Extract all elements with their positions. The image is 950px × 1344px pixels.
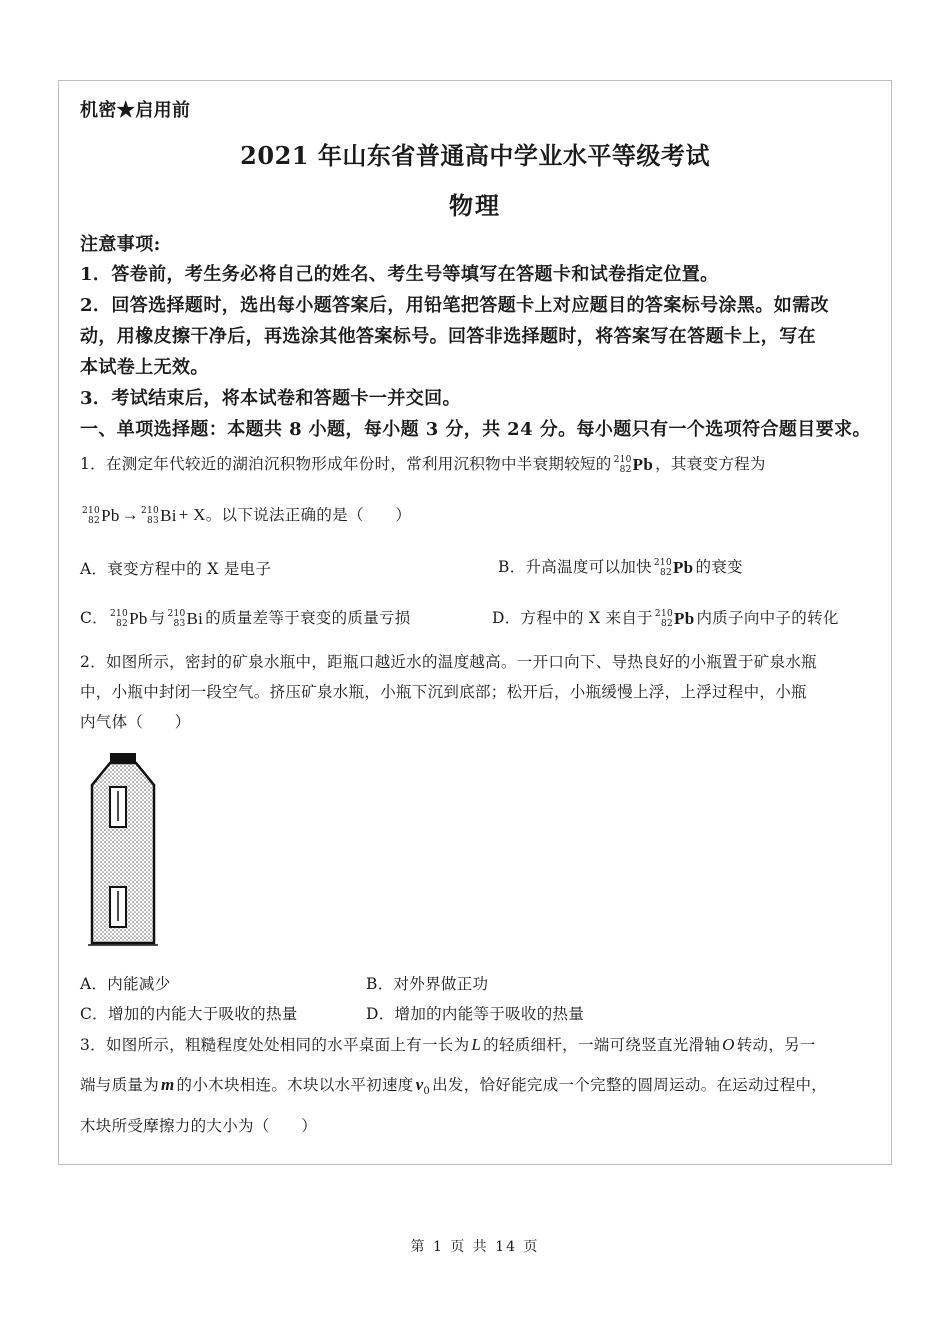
nuclide-bi: 210 83 Bi [167, 609, 204, 629]
decay-arrow: → [121, 505, 139, 524]
q3-line-2: 端与质量为 m 的小木块相连。木块以水平初速度 $v_0$ 出发，恰好能完成一个完整的圆周运动。在运动过程中， [80, 1075, 828, 1098]
q1-option-c: C． 210 82 Pb 与 210 83 Bi 的质量差等于衰变的质量亏损 [80, 609, 411, 629]
page-number: 第 1 页 共 14 页 [410, 1239, 540, 1255]
q1-option-d: D．方程中的 X 来自于 210 82 Pb 内质子向中子的转化 [492, 609, 839, 629]
nuclide-pb: 210 82 Pb [82, 506, 120, 526]
subject-title: 物理 [449, 191, 501, 220]
q1-text: 1．在测定年代较近的湖泊沉积物形成年份时，常利用沉积物中半衰期较短的 [80, 455, 612, 473]
q1-option-a: A．衰变方程中的 X 是电子 [80, 560, 272, 578]
q3-line-3: 木块所受摩擦力的大小为（ ） [80, 1117, 318, 1135]
q3-line-1: 3．如图所示，粗糙程度处处相同的水平桌面上有一长为 L 的轻质细杆，一端可绕竖直光滑轴 O 转动，另一 [80, 1035, 816, 1054]
nuclide-bi: 210 83 Bi [140, 506, 177, 526]
note-2-line-2: 动，用橡皮擦干净后，再选涂其他答案标号。回答非选择题时，将答案写在答题卡上，写在 [80, 326, 816, 347]
confidential-mark: 机密★启用前 [80, 100, 191, 121]
note-1: 1．答卷前，考生务必将自己的姓名、考生号等填写在答题卡和试卷指定位置。 [80, 264, 719, 285]
nuclide-pb: 210 82 Pb [109, 609, 148, 629]
nuclide-pb: 210 82 Pb [654, 609, 695, 629]
note-2-line-1: 2．回答选择题时，选出每小题答案后，用铅笔把答题卡上对应题目的答案标号涂黑。如需改 [80, 295, 829, 316]
q2-option-c: C．增加的内能大于吸收的热量 [80, 1005, 298, 1023]
notes-heading: 注意事项: [80, 234, 161, 255]
q2-option-a: A．内能减少 [80, 975, 171, 993]
q1-option-b: B．升高温度可以加快 210 82 Pb 的衰变 [498, 558, 743, 578]
nuclide-pb: 210 82 Pb [653, 558, 694, 578]
nuclide-pb: 210 82 Pb [613, 455, 654, 475]
q2-option-b: B．对外界做正功 [366, 975, 489, 993]
bottle-figure [80, 745, 170, 950]
q1-equation-line: 210 82 Pb → 210 83 Bi + X。以下说法正确的是（ ） [82, 505, 412, 526]
q2-option-d: D．增加的内能等于吸收的热量 [366, 1005, 585, 1023]
q1-line-1: 1．在测定年代较近的湖泊沉积物形成年份时，常利用沉积物中半衰期较短的 210 82 Pb ，其衰变方程为 [80, 455, 766, 475]
note-2-line-3: 本试卷上无效。 [80, 357, 209, 378]
exam-title: 2021 年山东省普通高中学业水平等级考试 [240, 141, 710, 170]
q2-line-3: 内气体（ ） [80, 713, 191, 731]
q2-line-2: 中，小瓶中封闭一段空气。挤压矿泉水瓶，小瓶下沉到底部；松开后，小瓶缓慢上浮，上浮过程中，小瓶 [80, 683, 807, 701]
q2-line-1: 2．如图所示，密封的矿泉水瓶中，距瓶口越近水的温度越高。一开口向下、导热良好的小瓶置于矿泉水瓶 [80, 653, 817, 671]
bottle-cap [110, 753, 136, 763]
section-1-heading: 一、单项选择题：本题共 8 小题，每小题 3 分，共 24 分。每小题只有一个选项符合题目要求。 [80, 419, 871, 440]
note-3: 3．考试结束后，将本试卷和答题卡一并交回。 [80, 388, 461, 409]
